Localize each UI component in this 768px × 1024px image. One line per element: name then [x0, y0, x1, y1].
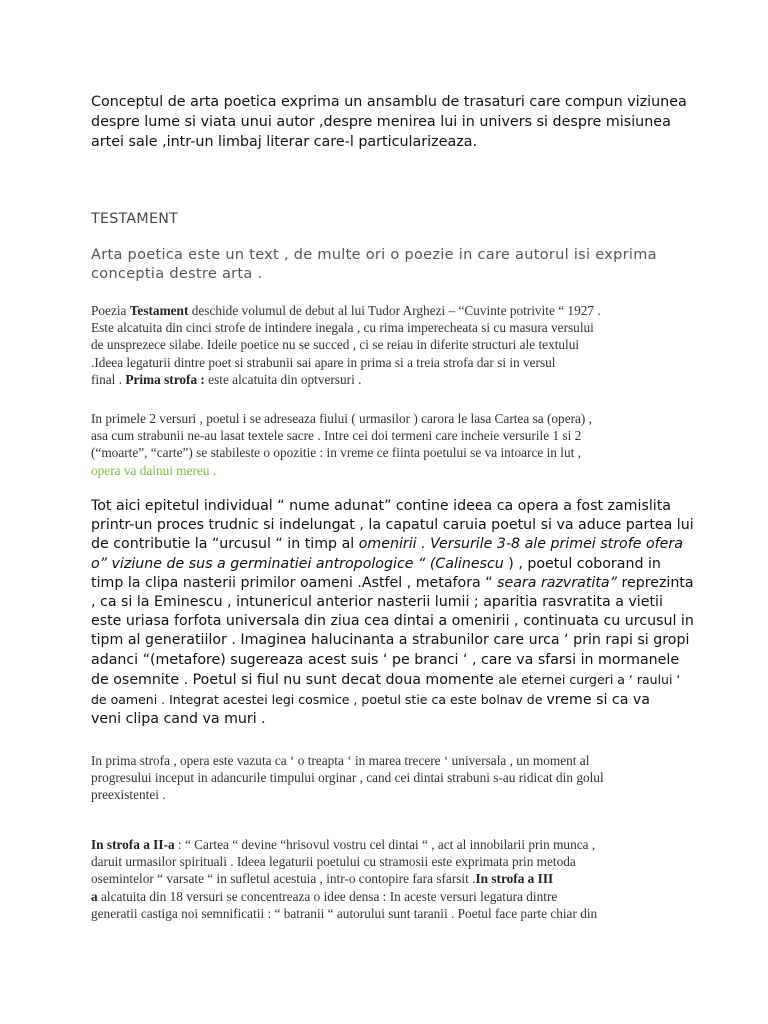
text-run: final . — [91, 371, 126, 387]
paragraph-second-strophe — [91, 836, 681, 922]
section-heading: TESTAMENT — [91, 211, 179, 227]
text-line: este uriasa forfota universala din ziua cea dintai a omenirii , continuata cu urcusul in — [91, 613, 694, 630]
text-line: generatii castiga noi semnificatii : “ batranii “ autorului sunt taranii . Poetul face parte chiar din — [91, 905, 598, 921]
paragraph-epithet — [91, 497, 694, 729]
paragraph-first-strophe — [91, 752, 681, 804]
highlight-line: opera va dainui mereu . — [91, 462, 217, 478]
text-run: ) , poetul coborand in — [508, 555, 661, 572]
text-run: reprezinta — [616, 574, 694, 591]
paragraph-first-verses — [91, 410, 681, 479]
text-run: este alcatuita din optversuri . — [204, 371, 362, 387]
text-run: osemintelor “ varsate “ in sufletul acestuia , intr-o contopire fara sfarsit . — [91, 871, 476, 887]
text-line: In primele 2 versuri , poetul i se adreseaza fiului ( urmasilor ) carora le lasa Cartea sa (opera) , — [91, 411, 592, 426]
text-line: veni clipa cand va muri . — [91, 711, 266, 728]
text-line — [91, 690, 686, 710]
intro-line: Conceptul de arta poetica exprima un ansamblu de trasaturi care compun viziunea — [91, 94, 687, 110]
intro-paragraph — [91, 92, 687, 152]
subtitle-paragraph — [91, 246, 681, 284]
bold-run: Prima strofa : — [125, 371, 205, 387]
italic-run: o” viziune de sus a germinatiei antropologice “ (Calinescu — [91, 555, 509, 572]
subtitle-line: conceptia destre arta . — [91, 266, 263, 282]
intro-line: artei sale ,intr-un limbaj literar care-l particularizeaza. — [91, 134, 478, 150]
text-line: In prima strofa , opera este vazuta ca ‘ o treapta ‘ in marea trecere ‘ universala , un moment al — [91, 753, 590, 768]
text-line: daruit urmasilor spirituali . Ideea legaturii poetului cu stramosii este exprimata prin metoda — [91, 854, 576, 870]
text-line — [91, 888, 681, 905]
text-line — [91, 870, 681, 887]
text-line: , ca si la Eminescu , intunericul anterior nasterii lumii ; aparitia rasvratita a vietii — [91, 594, 663, 611]
text-line: adanci “(metafore) sugereaza acest suis ‘ pe branci ‘ , care va sfarsi in mormanele — [91, 651, 680, 668]
text-line — [91, 302, 681, 319]
text-line — [91, 555, 686, 574]
bold-run: Testament — [129, 303, 189, 318]
text-run: alcatuita din 18 versuri se concentreaza o idee densa : In aceste versuri legatura dintre — [97, 888, 558, 904]
text-line: printr-un proces trudnic si indelungat , la capatul caruia poetul si va aduce partea lui — [91, 517, 694, 534]
paragraph-poem-intro — [91, 302, 681, 388]
text-line: progresului inceput in adancurile timpului orginar , cand cei dintai strabuni s-au ridicat din golul — [91, 770, 604, 786]
italic-run: seara razvratita” — [497, 574, 617, 591]
small-run: de oameni . Integrat acestei legi cosmice , poetul stie ca este bolnav de — [91, 692, 547, 708]
text-run: : “ Cartea “ devine “hrisovul vostru cel dintai “ , act al innobilarii prin munca , — [174, 837, 596, 852]
text-run: timp la clipa nasterii primilor oameni .Astfel , metafora “ — [91, 574, 498, 591]
text-line: .Ideea legaturii dintre poet si strabunii sai apare in prima si a treia strofa dar si in versul — [91, 354, 556, 370]
text-line: (“moarte”, “carte”) se stabileste o opozitie : in vreme ce fiinta poetului se va intoarce in lut , — [91, 445, 581, 461]
text-line — [91, 836, 681, 853]
text-run: Poezia — [91, 303, 130, 318]
bold-run: a — [91, 888, 98, 904]
text-run: vreme si ca va — [546, 692, 651, 709]
text-line — [91, 371, 681, 388]
text-line — [91, 574, 694, 593]
text-run: de contributie la “urcusul “ in timp al — [91, 536, 359, 553]
text-line: de unsprezece silabe. Ideile poetice nu se succed , ci se reiau in diferite structuri ale textului — [91, 337, 580, 353]
text-line: Este alcatuita din cinci strofe de intindere inegala , cu rima imperecheata si cu masura versului — [91, 320, 594, 336]
bold-run: In strofa a II-a — [91, 837, 175, 852]
bold-run: In strofa a III — [475, 871, 554, 887]
text-line — [91, 670, 686, 690]
text-line: preexistentei . — [91, 787, 166, 803]
text-line: asa cum strabunii ne-au lasat textele sacre . Intre cei doi termeni care incheie versurile 1 si 2 — [91, 428, 582, 444]
italic-run: omenirii . Versurile 3-8 ale primei strofe ofera — [358, 536, 683, 553]
intro-line: despre lume si viata unui autor ,despre menirea lui in univers si despre misiunea — [91, 114, 671, 130]
text-line: tipm al generatiilor . Imaginea halucinanta a strabunilor care urca ‘ prin rapi si gropi — [91, 632, 690, 649]
subtitle-line: Arta poetica este un text , de multe ori o poezie in care autorul isi exprima — [91, 247, 657, 263]
text-run: de osemnite . Poetul si fiul nu sunt decat doua momente — [91, 671, 499, 688]
text-run: deschide volumul de debut al lui Tudor Arghezi – “Cuvinte potrivite “ 1927 . — [188, 303, 601, 318]
text-line — [91, 535, 686, 554]
text-line: Tot aici epitetul individual “ nume adunat” contine ideea ca opera a fost zamislita — [91, 498, 671, 514]
small-run: ale eternei curgeri a ‘ raului ‘ — [498, 671, 681, 687]
